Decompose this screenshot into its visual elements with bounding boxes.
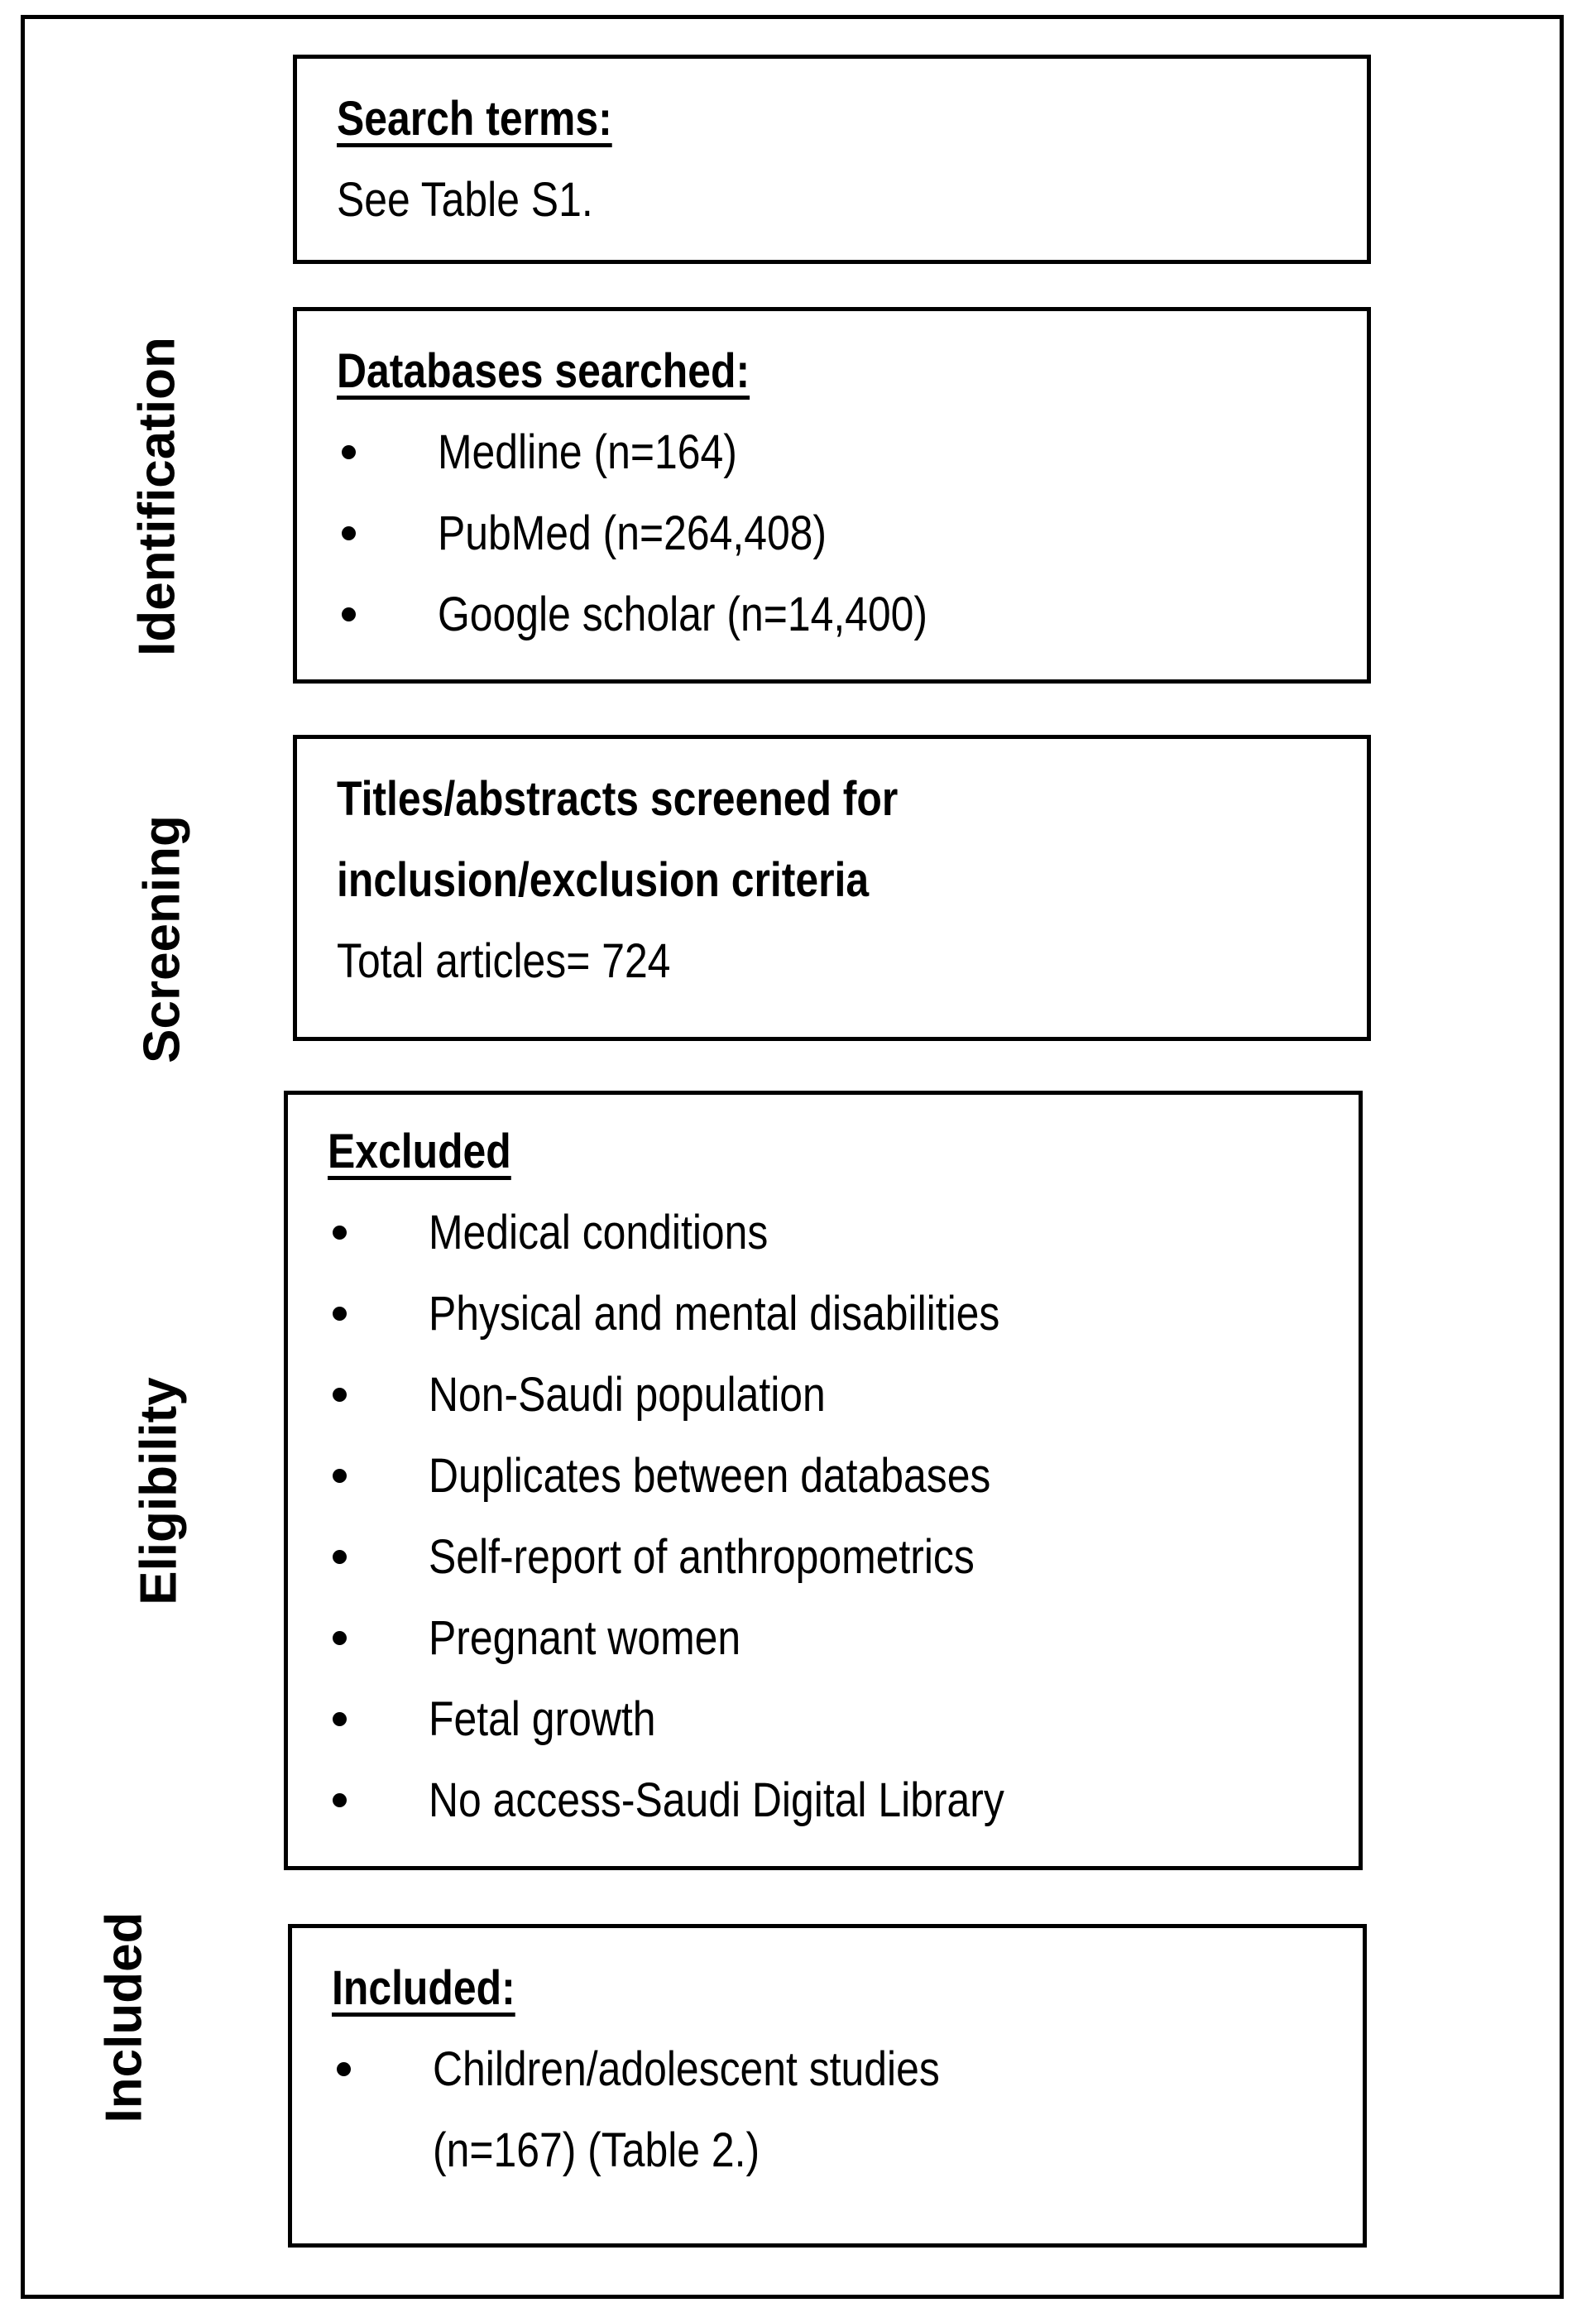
databases-heading: Databases searched: [337,344,750,398]
screening-line-2: inclusion/exclusion criteria [337,853,870,907]
excluded-list [328,1192,1334,1841]
list-item: No access-Saudi Digital Library [328,1760,1334,1841]
bullet-icon [342,526,356,540]
search-terms-heading: Search terms: [337,92,612,146]
bullet-icon [333,1550,347,1564]
stage-label-included: Included [95,1912,153,2123]
included-box [288,1924,1367,2248]
list-item: Non-Saudi population [328,1355,1334,1436]
bullet-icon [337,2062,351,2076]
bullet-icon [333,1793,347,1807]
stage-label-identification: Identification [128,337,186,656]
databases-box [293,307,1371,684]
bullet-icon [333,1226,347,1240]
stage-label-screening: Screening [133,815,191,1063]
total-articles: Total articles= 724 [337,934,671,988]
list-item: Medline (n=164) [337,412,1342,493]
list-item: Medical conditions [328,1192,1334,1274]
screening-box [293,735,1371,1041]
bullet-icon [333,1631,347,1645]
list-item-continuation: (n=167) (Table 2.) [433,2123,760,2177]
databases-list [337,412,1342,655]
bullet-icon [342,607,356,621]
bullet-icon [333,1469,347,1483]
bullet-icon [333,1307,347,1321]
screening-line-1: Titles/abstracts screened for [337,772,899,826]
list-item: Duplicates between databases [328,1436,1334,1517]
list-item: Physical and mental disabilities [328,1274,1334,1355]
list-item: Fetal growth [328,1679,1334,1760]
excluded-heading: Excluded [328,1125,511,1178]
bullet-icon [333,1388,347,1402]
search-terms-text: See Table S1. [337,173,593,227]
list-item: Self-report of anthropometrics [328,1517,1334,1598]
list-item: Children/adolescent studies [332,2029,1338,2110]
stage-label-eligibility: Eligibility [130,1377,188,1605]
search-terms-box [293,55,1371,264]
list-item: Pregnant women [328,1598,1334,1679]
list-item: Google scholar (n=14,400) [337,574,1342,655]
list-item: PubMed (n=264,408) [337,493,1342,574]
excluded-box [284,1091,1363,1870]
bullet-icon [342,445,356,459]
included-list [332,2029,1338,2191]
included-heading: Included: [332,1961,515,2015]
bullet-icon [333,1712,347,1726]
